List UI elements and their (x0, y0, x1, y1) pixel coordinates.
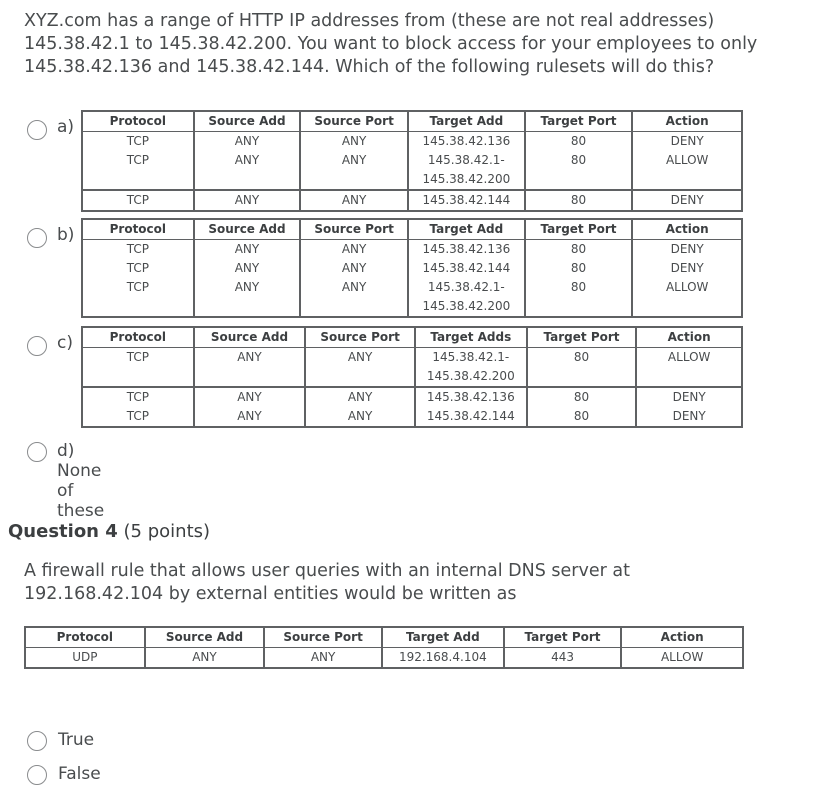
table-cell (82, 297, 194, 317)
table-cell: DENY (636, 387, 742, 407)
table-header-row (82, 111, 742, 132)
table-cell: ANY (194, 190, 301, 211)
column-header: Action (632, 111, 742, 132)
table-cell: ANY (305, 387, 415, 407)
option-d-radio[interactable] (27, 442, 47, 462)
question-4-number: Question 4 (8, 521, 118, 542)
table-cell: DENY (632, 190, 742, 211)
table-cell (300, 170, 408, 190)
table-cell: TCP (126, 134, 149, 148)
table-cell: 80 (527, 407, 637, 427)
table-cell: 145.38.42.136 (408, 132, 525, 152)
option-b-letter: b) (57, 225, 75, 245)
column-header: Protocol (82, 327, 194, 348)
option-false-radio[interactable] (27, 765, 47, 785)
table-cell: 80 (525, 151, 633, 170)
table-cell: ANY (194, 132, 301, 152)
table-cell: TCP (126, 153, 149, 167)
table-cell (525, 297, 633, 317)
column-header: Action (621, 627, 743, 648)
table-cell: TCP (126, 409, 149, 423)
table-cell (636, 367, 742, 387)
option-c-letter: c) (57, 333, 73, 353)
column-header: Source Port (300, 111, 408, 132)
column-header: Target Port (504, 627, 622, 648)
table-cell: 145.38.42.144 (408, 259, 525, 278)
column-header: Action (632, 219, 742, 240)
table-cell: 145.38.42.1- (408, 151, 525, 170)
table-cell: 80 (527, 348, 637, 368)
table-cell: UDP (72, 650, 98, 664)
column-header: Action (636, 327, 742, 348)
table-cell (194, 367, 306, 387)
table-cell: TCP (126, 242, 149, 256)
table-row (82, 387, 742, 407)
table-cell: ANY (194, 387, 306, 407)
table-row (82, 170, 742, 190)
column-header: Source Add (194, 111, 301, 132)
table-cell: 145.38.42.144 (415, 407, 527, 427)
question-4-rule-table (24, 626, 744, 669)
table-cell (525, 170, 633, 190)
table-header-row (82, 219, 742, 240)
question-4-title (8, 521, 210, 542)
column-header: Target Add (408, 111, 525, 132)
table-cell: 145.38.42.1- (408, 278, 525, 297)
column-header: Source Port (300, 219, 408, 240)
table-cell: ANY (305, 348, 415, 368)
option-c-radio[interactable] (27, 336, 47, 356)
table-cell: ANY (300, 240, 408, 260)
table-cell: DENY (632, 132, 742, 152)
table-row (82, 348, 742, 368)
option-d-label: d) None of these (57, 441, 105, 521)
table-cell: 145.38.42.200 (415, 367, 527, 387)
option-false-label: False (58, 764, 101, 784)
column-header: Source Port (264, 627, 382, 648)
table-cell: TCP (82, 190, 194, 211)
table-cell: 443 (504, 648, 622, 669)
table-row (82, 297, 742, 317)
column-header: Source Add (194, 219, 301, 240)
table-cell: 80 (525, 132, 633, 152)
table-header-row (82, 327, 742, 348)
option-a-letter: a) (57, 117, 75, 137)
column-header: Protocol (82, 219, 194, 240)
table-cell: 80 (525, 240, 633, 260)
column-header: Target Add (382, 627, 504, 648)
question-4-points: (5 points) (117, 521, 211, 542)
table-cell: ALLOW (636, 348, 742, 368)
table-cell: ANY (194, 407, 306, 427)
table-row (82, 259, 742, 278)
table-cell (527, 367, 637, 387)
column-header: Target Port (525, 219, 633, 240)
table-cell: 192.168.4.104 (382, 648, 504, 669)
table-row (25, 648, 743, 669)
column-header: Target Port (525, 111, 633, 132)
table-cell: 145.38.42.136 (415, 387, 527, 407)
table-row (82, 132, 742, 152)
table-cell: 80 (525, 278, 633, 297)
column-header: Protocol (82, 111, 194, 132)
column-header: Protocol (25, 627, 145, 648)
column-header: Target Add (408, 219, 525, 240)
table-row (82, 151, 742, 170)
table-cell: TCP (126, 280, 149, 294)
option-b-ruleset-table (81, 218, 743, 318)
table-cell: ALLOW (621, 648, 743, 669)
table-cell: ANY (300, 278, 408, 297)
table-cell: 80 (525, 190, 633, 211)
table-cell: ANY (194, 259, 301, 278)
table-cell: ANY (194, 278, 301, 297)
table-cell: ANY (194, 240, 301, 260)
table-cell: ALLOW (632, 278, 742, 297)
table-cell: 145.38.42.200 (408, 297, 525, 317)
question-3-text: XYZ.com has a range of HTTP IP addresses from (these are not real addresses) 145.38.42.1 to 145.38.42.200. You want to block access for your employees to only 145.38.42.136 and 145.38.42.144. Which of the following rulesets will do this? (24, 11, 758, 77)
table-cell: ANY (305, 407, 415, 427)
table-cell: TCP (126, 350, 149, 364)
table-cell (82, 170, 194, 190)
table-cell: ANY (264, 648, 382, 669)
table-cell: ANY (194, 151, 301, 170)
option-a-radio[interactable] (27, 120, 47, 140)
option-a-ruleset-table (81, 110, 743, 212)
column-header: Target Adds (415, 327, 527, 348)
option-c-ruleset-table (81, 326, 743, 428)
table-cell (305, 367, 415, 387)
table-cell (300, 297, 408, 317)
table-cell: 145.38.42.144 (408, 190, 525, 211)
table-row (82, 278, 742, 297)
table-cell (82, 367, 194, 387)
table-cell: TCP (82, 387, 194, 407)
question-4-text: A firewall rule that allows user queries with an internal DNS server at 192.168.42.104 by external entities would be written as (24, 561, 630, 604)
table-cell (194, 170, 301, 190)
table-cell: ANY (300, 132, 408, 152)
table-cell: 80 (527, 387, 637, 407)
table-cell: DENY (632, 240, 742, 260)
table-row (82, 240, 742, 260)
table-cell: DENY (636, 407, 742, 427)
option-b-radio[interactable] (27, 228, 47, 248)
table-cell: 145.38.42.200 (408, 170, 525, 190)
column-header: Source Add (194, 327, 306, 348)
table-row (82, 190, 742, 211)
table-cell (632, 170, 742, 190)
table-cell: ANY (300, 190, 408, 211)
table-cell: ANY (145, 648, 265, 669)
table-cell: ALLOW (632, 151, 742, 170)
table-cell: 80 (525, 259, 633, 278)
table-cell: TCP (126, 261, 149, 275)
table-cell (632, 297, 742, 317)
table-cell: ANY (300, 151, 408, 170)
table-cell (194, 297, 301, 317)
column-header: Source Port (305, 327, 415, 348)
table-row (82, 367, 742, 387)
table-cell: 145.38.42.1- (415, 348, 527, 368)
option-true-radio[interactable] (27, 731, 47, 751)
column-header: Source Add (145, 627, 265, 648)
option-true-label: True (58, 730, 95, 750)
table-header-row (25, 627, 743, 648)
table-cell: DENY (632, 259, 742, 278)
table-cell: ANY (194, 348, 306, 368)
table-row (82, 407, 742, 427)
table-cell: ANY (300, 259, 408, 278)
column-header: Target Port (527, 327, 637, 348)
table-cell: 145.38.42.136 (408, 240, 525, 260)
